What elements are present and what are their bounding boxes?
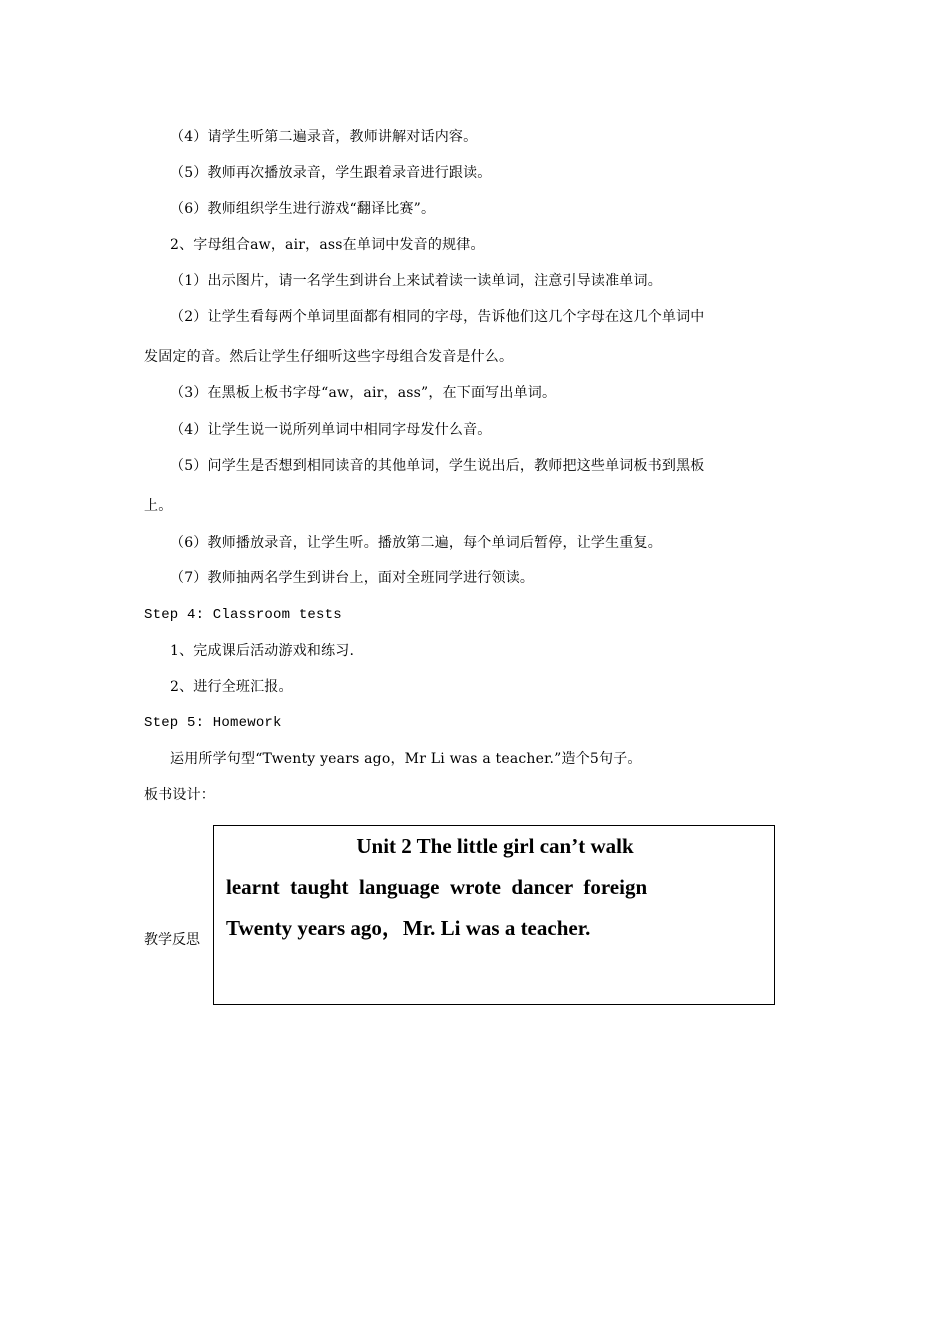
text-line-1: （4）请学生听第二遍录音，教师讲解对话内容。 — [170, 129, 478, 145]
text-line-11: 上。 — [144, 498, 173, 514]
reflection-label: 教学反思 — [144, 932, 200, 948]
board-design-label: 板书设计： — [144, 787, 215, 803]
text-line-5: （1）出示图片，请一名学生到讲台上来试着读一读单词，注意引导读准单词。 — [170, 273, 662, 289]
text-line-4: 2、字母组合aw，air，ass在单词中发音的规律。 — [170, 237, 485, 253]
board-words: learnt taught language wrote dancer foreign — [226, 875, 648, 899]
text-line-13: （7）教师抽两名学生到讲台上，面对全班同学进行领读。 — [170, 570, 535, 586]
text-line-8: （3）在黑板上板书字母“aw，air，ass”，在下面写出单词。 — [170, 385, 557, 401]
text-line-12: （6）教师播放录音，让学生听。播放第二遍，每个单词后暂停，让学生重复。 — [170, 535, 662, 551]
text-line-3: （6）教师组织学生进行游戏“翻译比赛”。 — [170, 201, 436, 217]
board-sentence: Twenty years ago，Mr. Li was a teacher. — [226, 916, 591, 940]
step-4-heading: Step 4: Classroom tests — [144, 607, 342, 623]
text-line-16: 2、进行全班汇报。 — [170, 679, 293, 695]
board-title: Unit 2 The little girl can’t walk — [356, 834, 634, 858]
text-line-15: 1、完成课后活动游戏和练习. — [170, 643, 355, 659]
step-5-heading: Step 5: Homework — [144, 715, 282, 731]
homework-text: 运用所学句型“Twenty years ago，Mr Li was a teacher.”造个5句子。 — [170, 751, 642, 767]
text-line-2: （5）教师再次播放录音，学生跟着录音进行跟读。 — [170, 165, 492, 181]
text-line-6: （2）让学生看每两个单词里面都有相同的字母，告诉他们这几个字母在这几个单词中 — [170, 309, 705, 325]
text-line-7: 发固定的音。然后让学生仔细听这些字母组合发音是什么。 — [144, 349, 514, 365]
board-design-box — [213, 825, 775, 1005]
text-line-9: （4）让学生说一说所列单词中相同字母发什么音。 — [170, 422, 492, 438]
text-line-10: （5）问学生是否想到相同读音的其他单词，学生说出后，教师把这些单词板书到黑板 — [170, 458, 705, 474]
